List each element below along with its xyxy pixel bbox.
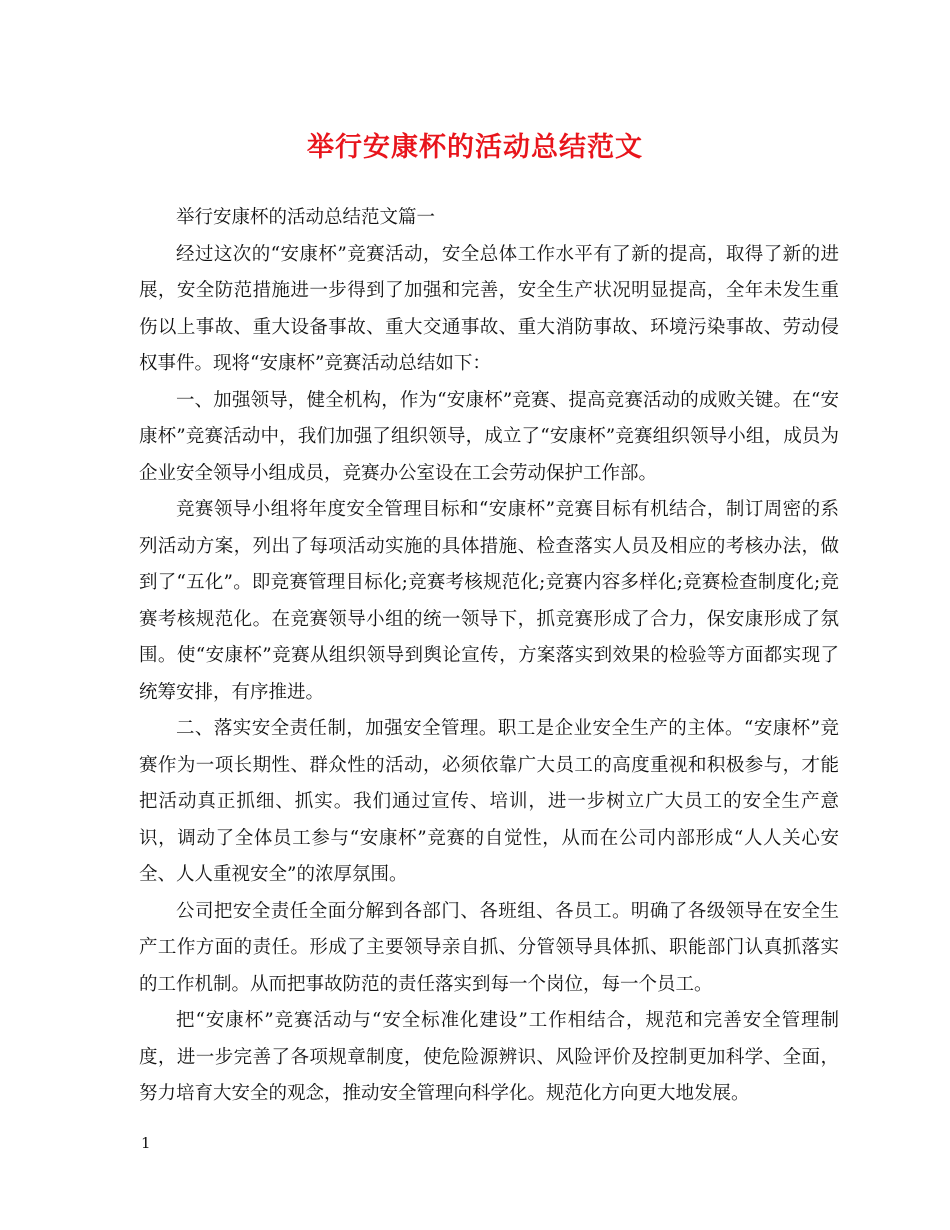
paragraph-competition-plan: 竞赛领导小组将年度安全管理目标和“安康杯”竞赛目标有机结合，制订周密的系列活动方案，列出了每项活动实施的具体措施、检查落实人员及相应的考核办法，做到了“五化”。即竞赛管理目标化;竞赛考核规范化;竞赛内容多样化;竞赛检查制度化;竞赛考核规范化。在竞赛领导小组的统一领导下，抓竞赛形成了合力，保安康形成了氛围。使“安康杯”竞赛从组织领导到舆论宣传，方案落实到效果的检验等方面都实现了统筹安排，有序推进。 xyxy=(139,499,839,703)
paragraph-leadership: 一、加强领导，健全机构，作为“安康杯”竞赛、提高竞赛活动的成败关键。在“安康杯”竞赛活动中，我们加强了组织领导，成立了“安康杯”竞赛组织领导小组，成员为企业安全领导小组成员，竞赛办公室设在工会劳动保护工作部。 xyxy=(139,389,839,484)
paragraph-accountability: 公司把安全责任全面分解到各部门、各班组、各员工。明确了各级领导在安全生产工作方面的责任。形成了主要领导亲自抓、分管领导具体抓、职能部门认真抓落实的工作机制。从而把事故防范的责任落实到每一个岗位，每一个员工。 xyxy=(139,900,839,995)
section-heading: 举行安康杯的活动总结范文篇一 xyxy=(176,207,436,228)
document-body xyxy=(139,200,839,1113)
paragraph-standardization: 把“安康杯”竞赛活动与“安全标准化建设”工作相结合，规范和完善安全管理制度，进一步完善了各项规章制度，使危险源辨识、风险评价及控制更加科学、全面，努力培育大安全的观念，推动安全管理向科学化。规范化方向更大地发展。 xyxy=(139,1010,839,1104)
page-number: 1 xyxy=(141,1134,151,1152)
document-title: 举行安康杯的活动总结范文 xyxy=(307,132,643,163)
paragraph-responsibility: 二、落实安全责任制，加强安全管理。职工是企业安全生产的主体。“安康杯”竞赛作为一项长期性、群众性的活动，必须依靠广大员工的高度重视和积极参与，才能把活动真正抓细、抓实。我们通过宣传、培训，进一步树立广大员工的安全生产意识，调动了全体员工参与“安康杯”竞赛的自觉性，从而在公司内部形成“人人关心安全、人人重视安全”的浓厚氛围。 xyxy=(139,718,839,885)
paragraph-intro: 经过这次的“安康杯”竞赛活动，安全总体工作水平有了新的提高，取得了新的进展，安全防范措施进一步得到了加强和完善，安全生产状况明显提高，全年未发生重伤以上事故、重大设备事故、重大交通事故、重大消防事故、环境污染事故、劳动侵权事件。现将“安康杯”竞赛活动总结如下： xyxy=(139,243,839,374)
